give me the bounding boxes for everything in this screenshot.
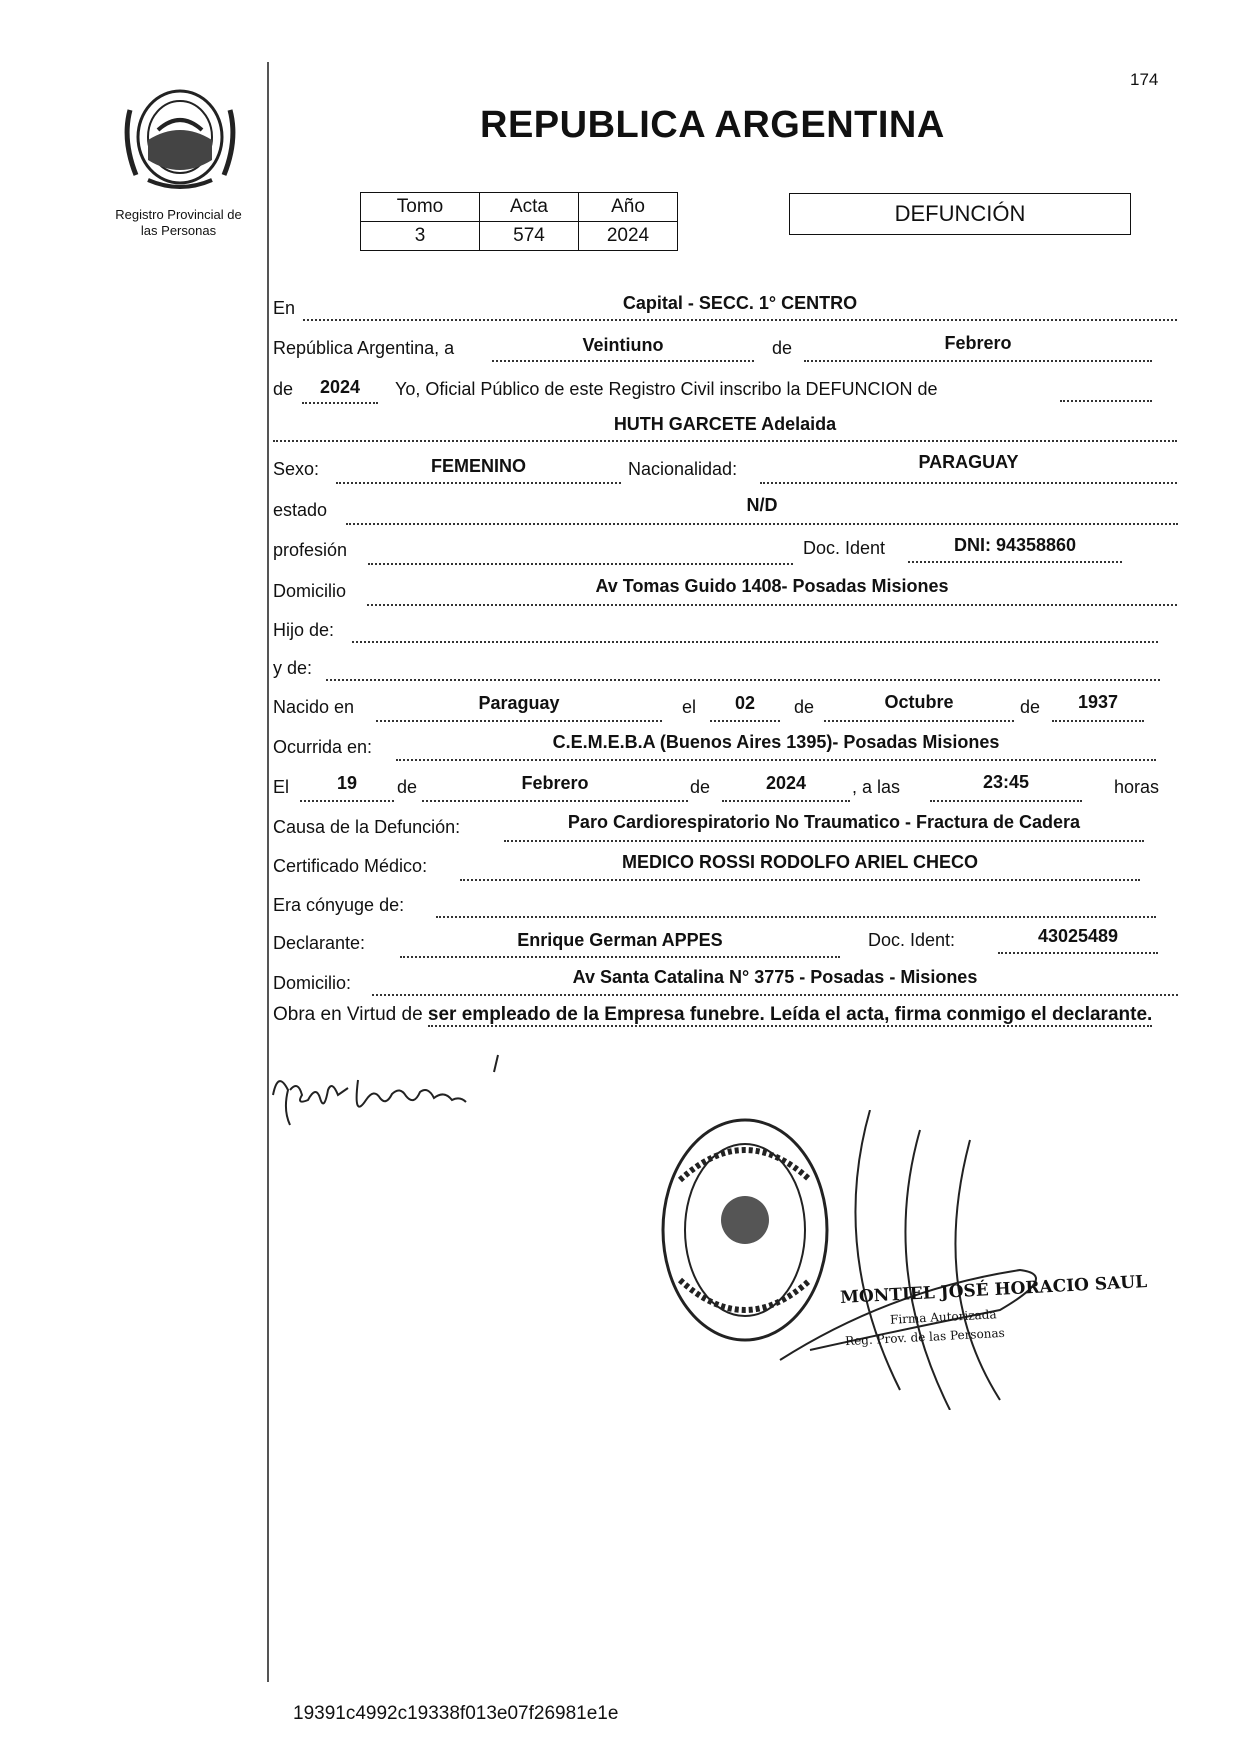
record-table-values xyxy=(361,222,678,251)
death-de2-label: de xyxy=(690,777,711,797)
anio-value: 2024 xyxy=(579,222,678,251)
nacionalidad-label: Nacionalidad: xyxy=(628,459,738,479)
death-month: Febrero xyxy=(521,773,589,793)
declarante-line xyxy=(400,956,840,958)
estado-value: N/D xyxy=(746,495,778,515)
birth-year: 1937 xyxy=(1077,692,1119,712)
acta-value: 574 xyxy=(480,222,579,251)
republica-label: República Argentina, a xyxy=(273,338,455,358)
profesion-label: profesión xyxy=(273,540,348,560)
birth-year-line xyxy=(1052,720,1144,722)
inscribo-text: Yo, Oficial Público de este Registro Civil inscribo la DEFUNCION de xyxy=(395,379,938,399)
year-value: 2024 xyxy=(319,377,361,397)
birth-month: Octubre xyxy=(884,692,954,712)
de-label: de xyxy=(772,338,793,358)
certificado-line xyxy=(460,879,1140,881)
name-line xyxy=(273,440,1177,442)
birth-de1-label: de xyxy=(794,697,815,717)
decl-domicilio-label: Domicilio: xyxy=(273,973,352,993)
month-line xyxy=(804,360,1152,362)
causa-line xyxy=(504,840,1144,842)
birth-de2-label: de xyxy=(1020,697,1041,717)
yde-line xyxy=(326,679,1160,681)
birth-month-line xyxy=(824,720,1014,722)
nacido-value: Paraguay xyxy=(478,693,560,713)
official-title: Firma Autorizada xyxy=(889,1307,997,1327)
year-line xyxy=(302,402,378,404)
official-office: Reg. Prov. de las Personas xyxy=(844,1325,1006,1349)
official-name: MONTIEL JOSÉ HORACIO SAUL xyxy=(839,1271,1148,1309)
certificado-label: Certificado Médico: xyxy=(273,856,428,876)
conyuge-label: Era cónyuge de: xyxy=(273,895,405,915)
birth-day-line xyxy=(710,720,780,722)
month-word: Febrero xyxy=(944,333,1012,353)
domicilio-line xyxy=(367,604,1177,606)
obra-value: ser empleado de la Empresa funebre. Leída el acta, firma conmigo el declarante. xyxy=(427,1004,1153,1025)
obra-paragraph xyxy=(273,1000,1178,1030)
en-line xyxy=(303,319,1177,321)
nacido-label: Nacido en xyxy=(273,697,355,717)
profesion-line xyxy=(368,563,793,565)
acta-header: Acta xyxy=(480,193,579,222)
causa-value: Paro Cardiorespiratorio No Traumatico - Fractura de Cadera xyxy=(567,812,1081,832)
estado-label: estado xyxy=(273,500,328,520)
en-value: Capital - SECC. 1° CENTRO xyxy=(622,293,858,313)
death-day: 19 xyxy=(336,773,358,793)
declarante-label: Declarante: xyxy=(273,933,366,953)
decl-doc-label: Doc. Ident: xyxy=(868,930,956,950)
nacionalidad-line xyxy=(760,482,1177,484)
official-seal-icon xyxy=(640,1110,1060,1410)
horas-label: horas xyxy=(1114,777,1160,797)
hijo-line xyxy=(352,641,1158,643)
ocurrida-value: C.E.M.E.B.A (Buenos Aires 1395)- Posadas Misiones xyxy=(552,732,1000,752)
inscribo-line xyxy=(1060,400,1152,402)
el-label: el xyxy=(682,697,697,717)
domicilio-value: Av Tomas Guido 1408- Posadas Misiones xyxy=(595,576,949,596)
doc-ident-label: Doc. Ident xyxy=(803,538,886,558)
obra-label: Obra en Virtud de xyxy=(273,1004,423,1025)
page-number: 174 xyxy=(1130,70,1159,89)
certificado-value: MEDICO ROSSI RODOLFO ARIEL CHECO xyxy=(621,852,979,872)
death-year: 2024 xyxy=(765,773,807,793)
sexo-line xyxy=(336,482,621,484)
document-title: REPUBLICA ARGENTINA xyxy=(480,104,945,146)
declarant-signature-icon xyxy=(268,1050,528,1130)
en-label: En xyxy=(273,298,296,318)
death-year-line xyxy=(722,800,850,802)
death-time: 23:45 xyxy=(982,772,1030,792)
provincial-coat-of-arms-icon xyxy=(118,80,242,194)
year-prefix: de xyxy=(273,379,294,399)
ocurrida-label: Ocurrida en: xyxy=(273,737,373,757)
nacido-line xyxy=(376,720,662,722)
deceased-name: HUTH GARCETE Adelaida xyxy=(613,414,837,434)
yde-label: y de: xyxy=(273,658,313,678)
death-de1-label: de xyxy=(397,777,418,797)
decl-domicilio-line xyxy=(372,994,1178,996)
doc-ident-line xyxy=(908,561,1122,563)
document-hash: 19391c4992c19338f013e07f26981e1e xyxy=(293,1703,619,1724)
nacionalidad-value: PARAGUAY xyxy=(918,452,1019,472)
decl-doc-line xyxy=(998,952,1158,954)
registry-label: Registro Provincial de las Personas xyxy=(115,207,242,238)
tomo-value: 3 xyxy=(361,222,480,251)
conyuge-line xyxy=(436,916,1156,918)
hijo-label: Hijo de: xyxy=(273,620,335,640)
left-margin-line xyxy=(267,62,269,1682)
el2-label: El xyxy=(273,777,290,797)
day-word: Veintiuno xyxy=(582,335,664,355)
causa-label: Causa de la Defunción: xyxy=(273,817,461,837)
decl-doc-value: 43025489 xyxy=(1037,926,1119,946)
estado-line xyxy=(346,523,1178,525)
document-type-box: DEFUNCIÓN xyxy=(789,193,1131,235)
ocurrida-line xyxy=(396,759,1156,761)
alas-label: , a las xyxy=(852,777,901,797)
record-table xyxy=(360,192,678,251)
doc-ident-value: DNI: 94358860 xyxy=(953,535,1077,555)
record-table-header xyxy=(361,193,678,222)
decl-domicilio-value: Av Santa Catalina N° 3775 - Posadas - Misiones xyxy=(572,967,978,987)
death-day-line xyxy=(300,800,394,802)
birth-day: 02 xyxy=(734,693,756,713)
sexo-value: FEMENINO xyxy=(430,456,526,476)
domicilio-label: Domicilio xyxy=(273,581,347,601)
anio-header: Año xyxy=(579,193,678,222)
day-line xyxy=(492,360,754,362)
tomo-header: Tomo xyxy=(361,193,480,222)
death-month-line xyxy=(422,800,688,802)
sexo-label: Sexo: xyxy=(273,459,320,479)
death-time-line xyxy=(930,800,1082,802)
declarante-value: Enrique German APPES xyxy=(517,930,723,950)
